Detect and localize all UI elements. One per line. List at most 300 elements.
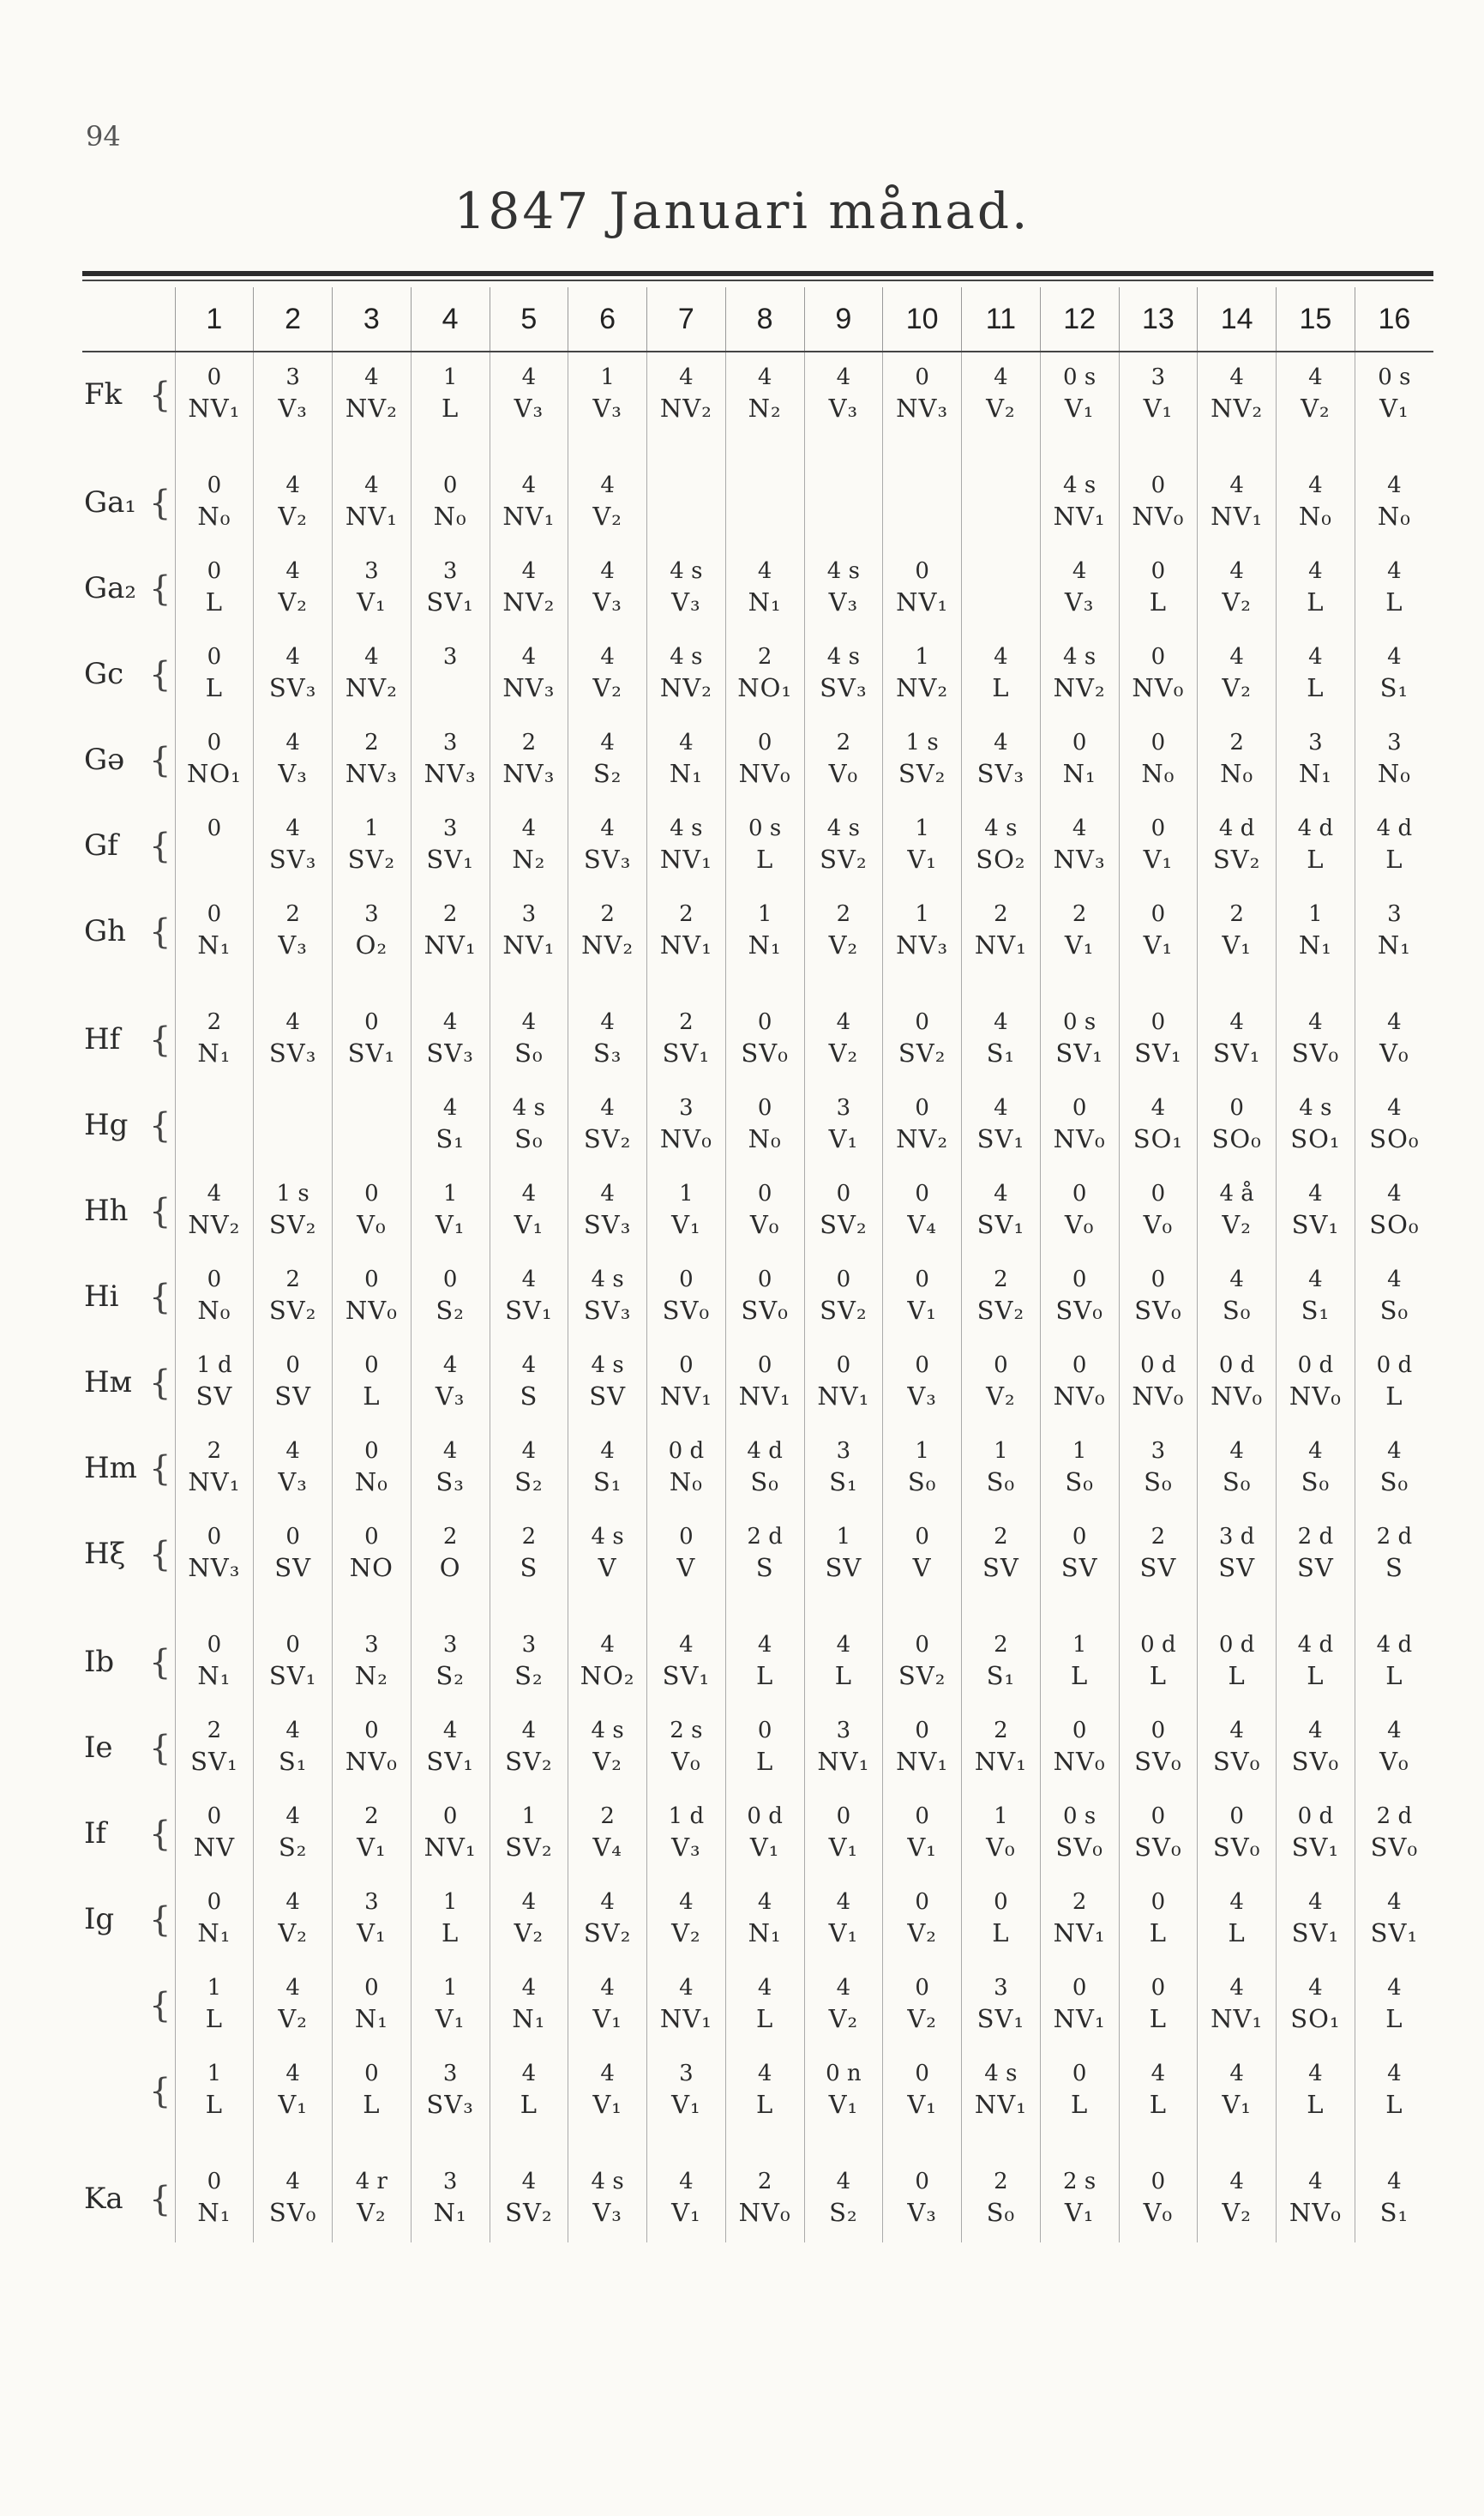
table-cell — [804, 1340, 883, 1426]
cloud-value: 4 — [1229, 364, 1244, 390]
wind-value: S₁ — [1301, 1296, 1331, 1325]
wind-value: N₁ — [1377, 930, 1411, 960]
table-cell — [647, 1083, 726, 1169]
wind-value: SV₁ — [1055, 1038, 1103, 1068]
wind-value: L — [755, 2004, 774, 2033]
table-cell — [333, 889, 412, 975]
spacer-cell — [1198, 975, 1277, 997]
cloud-value: 1 — [442, 1181, 458, 1207]
day-header: 2 — [254, 287, 333, 352]
table-cell — [175, 997, 254, 1083]
cloud-value: 0 — [285, 1632, 300, 1658]
table-cell — [1198, 1877, 1277, 1963]
wind-value: SV₃ — [583, 1296, 632, 1325]
cloud-value: 4 — [521, 1438, 537, 1464]
wind-value: NV₂ — [345, 394, 398, 423]
wind-value: S₂ — [278, 1833, 308, 1862]
cloud-value: 4 — [521, 558, 537, 584]
cloud-value: 1 — [600, 364, 615, 390]
cloud-value: 4 d — [747, 1438, 783, 1464]
station-label — [82, 1340, 175, 1426]
table-cell — [804, 889, 883, 975]
cloud-value — [333, 1097, 411, 1126]
wind-value: SV₂ — [898, 759, 946, 788]
wind-value: V₀ — [1143, 1210, 1174, 1239]
wind-value: SV₀ — [1291, 1747, 1340, 1776]
station-name: Hg — [84, 1108, 129, 1143]
cloud-value: 4 — [994, 364, 1008, 390]
table-row — [82, 632, 1433, 718]
wind-value: S — [520, 1381, 538, 1411]
cloud-value: 4 — [600, 1181, 615, 1207]
wind-value: SV₃ — [583, 1210, 632, 1239]
station-label — [82, 1791, 175, 1877]
wind-value — [883, 503, 961, 533]
wind-value: V₂ — [1222, 587, 1252, 617]
spacer-cell — [568, 2134, 647, 2157]
wind-value: NV₁ — [974, 2090, 1027, 2119]
table-cell — [1277, 1877, 1355, 1963]
cloud-value: 4 — [521, 1267, 537, 1292]
table-cell — [490, 1791, 568, 1877]
wind-value: V₂ — [592, 673, 622, 702]
cloud-value: 4 — [1387, 558, 1402, 584]
cloud-value: 4 — [1387, 1009, 1402, 1035]
table-cell — [804, 546, 883, 632]
cloud-value: 3 — [679, 2061, 694, 2086]
spacer-cell — [411, 438, 490, 460]
table-cell — [1355, 632, 1433, 718]
cloud-value: 0 — [207, 644, 222, 670]
table-cell — [883, 1083, 962, 1169]
table-cell — [1119, 352, 1198, 438]
wind-value: NV₁ — [1053, 2004, 1106, 2033]
cloud-value: 0 — [1072, 1095, 1087, 1121]
day-header: 6 — [568, 287, 647, 352]
wind-value: S₀ — [986, 1467, 1016, 1496]
cloud-value: 0 — [207, 730, 222, 755]
spacer-cell — [254, 1598, 333, 1620]
cloud-value: 4 — [1387, 1889, 1402, 1915]
cloud-value: 4 — [600, 644, 615, 670]
table-cell — [1040, 352, 1119, 438]
table-cell — [490, 2157, 568, 2242]
wind-value: V₁ — [828, 2090, 859, 2119]
cloud-value: 4 — [1308, 1438, 1323, 1464]
cloud-value: 4 s — [670, 558, 703, 584]
wind-value: N₀ — [197, 502, 231, 531]
cloud-value: 4 d — [1376, 816, 1413, 841]
table-cell — [1040, 460, 1119, 546]
table-cell — [1198, 1791, 1277, 1877]
wind-value: N₁ — [669, 759, 703, 788]
table-cell — [1198, 460, 1277, 546]
cloud-value: 4 — [1387, 1438, 1402, 1464]
wind-value: NV₂ — [1211, 394, 1264, 423]
wind-value: NO₁ — [186, 759, 242, 788]
wind-value: V — [676, 1553, 696, 1582]
table-cell — [411, 1877, 490, 1963]
table-cell — [647, 632, 726, 718]
spacer-cell — [1198, 438, 1277, 460]
table-cell — [804, 632, 883, 718]
table-cell — [962, 1169, 1041, 1255]
wind-value: L — [205, 587, 223, 617]
cloud-value: 0 — [757, 1352, 772, 1378]
cloud-value: 4 — [600, 1889, 615, 1915]
cloud-value: 0 — [915, 1718, 929, 1743]
table-cell — [411, 352, 490, 438]
spacer-cell — [1119, 975, 1198, 997]
table-cell — [175, 1877, 254, 1963]
wind-value: L — [1385, 1661, 1403, 1690]
wind-value: SV₁ — [1212, 1038, 1261, 1068]
table-cell — [1198, 1706, 1277, 1791]
wind-value — [962, 503, 1040, 533]
table-cell — [1355, 546, 1433, 632]
cloud-value: 4 — [836, 2169, 851, 2194]
wind-value: N₁ — [748, 930, 782, 960]
table-cell — [1040, 804, 1119, 889]
cloud-value — [883, 474, 961, 503]
cloud-value: 0 d — [668, 1438, 705, 1464]
cloud-value: 4 å — [1219, 1181, 1254, 1207]
spacer-cell — [647, 1598, 726, 1620]
table-cell — [1198, 718, 1277, 804]
station-name: Hh — [84, 1194, 129, 1229]
spacer-cell — [1040, 1598, 1119, 1620]
wind-value: NV₁ — [817, 1747, 870, 1776]
wind-value: V₂ — [278, 1918, 308, 1947]
table-cell — [1355, 2049, 1433, 2134]
station-label — [82, 1706, 175, 1791]
weather-observation-table — [82, 287, 1433, 2242]
cloud-value: 2 — [994, 1632, 1008, 1658]
table-cell — [647, 718, 726, 804]
wind-value: SV — [274, 1553, 312, 1582]
cloud-value: 1 — [836, 1524, 851, 1550]
table-cell — [1040, 1877, 1119, 1963]
spacer-cell — [883, 975, 962, 997]
table-cell — [490, 460, 568, 546]
station-label — [82, 1512, 175, 1598]
table-row — [82, 1340, 1433, 1426]
cloud-value: 0 — [757, 1718, 772, 1743]
wind-value: SV₂ — [505, 1747, 553, 1776]
cloud-value: 4 s — [984, 816, 1018, 841]
table-row — [82, 1426, 1433, 1512]
wind-value: V₂ — [671, 1918, 701, 1947]
cloud-value: 0 — [915, 364, 929, 390]
cloud-value: 4 d — [1297, 1632, 1334, 1658]
table-cell — [1119, 1512, 1198, 1598]
wind-value: V₁ — [671, 2198, 701, 2227]
brace-icon: { — [149, 2180, 171, 2219]
table-cell — [568, 1083, 647, 1169]
cloud-value: 1 — [442, 364, 458, 390]
cloud-value: 4 s — [1299, 1095, 1332, 1121]
wind-value: SV₂ — [505, 1833, 553, 1862]
cloud-value: 4 s — [1063, 473, 1096, 498]
cloud-value: 0 — [679, 1352, 694, 1378]
wind-value: N₀ — [1220, 759, 1254, 788]
station-name: Gə — [84, 743, 125, 778]
spacer-cell — [1355, 1598, 1433, 1620]
wind-value: SV₁ — [426, 1747, 474, 1776]
table-row — [82, 997, 1433, 1083]
cloud-value: 3 — [1308, 730, 1323, 755]
cloud-value: 4 — [1308, 473, 1323, 498]
wind-value: V₁ — [357, 587, 387, 617]
table-cell — [411, 1620, 490, 1706]
wind-value: NV₂ — [1053, 673, 1106, 702]
table-body — [82, 352, 1433, 2242]
wind-value: NV₃ — [896, 394, 949, 423]
cloud-value: 0 — [1229, 1095, 1244, 1121]
wind-value: N₀ — [1298, 502, 1332, 531]
cloud-value: 4 s — [670, 816, 703, 841]
cloud-value: 0 d — [1297, 1352, 1334, 1378]
wind-value: NV₀ — [1053, 1381, 1106, 1411]
table-cell — [1277, 1426, 1355, 1512]
wind-value: L — [1385, 2090, 1403, 2119]
wind-value: S₂ — [514, 1467, 544, 1496]
cloud-value: 0 — [915, 1975, 929, 2001]
cloud-value: 4 — [1229, 1975, 1244, 2001]
table-cell — [1040, 546, 1119, 632]
wind-value: S₁ — [829, 1467, 858, 1496]
wind-value: NV₃ — [424, 759, 477, 788]
wind-value: SV₃ — [426, 1038, 474, 1068]
station-label — [82, 1083, 175, 1169]
cloud-value: 0 — [679, 1524, 694, 1550]
table-cell — [411, 460, 490, 546]
spacer-cell — [1040, 975, 1119, 997]
station-label — [82, 1877, 175, 1963]
wind-value: L — [1307, 587, 1325, 617]
wind-value: S₀ — [1379, 1296, 1409, 1325]
wind-value: L — [1385, 1381, 1403, 1411]
brace-icon: { — [149, 484, 171, 523]
cloud-value: 0 — [994, 1889, 1008, 1915]
cloud-value: 0 — [1072, 1352, 1087, 1378]
cloud-value: 0 — [364, 1718, 379, 1743]
table-cell — [725, 1340, 804, 1426]
table-cell — [883, 546, 962, 632]
cloud-value: 3 — [521, 1632, 537, 1658]
cloud-value: 4 — [757, 364, 772, 390]
cloud-value: 1 — [207, 2061, 222, 2086]
wind-value: V₀ — [828, 759, 859, 788]
wind-value: V₁ — [592, 2004, 622, 2033]
table-row — [82, 1791, 1433, 1877]
table-cell — [568, 1877, 647, 1963]
wind-value: V₂ — [907, 2004, 937, 2033]
spacer-cell — [490, 2134, 568, 2157]
table-cell — [1277, 2157, 1355, 2242]
wind-value: L — [1307, 1661, 1325, 1690]
table-cell — [1040, 1791, 1119, 1877]
table-cell — [254, 546, 333, 632]
cloud-value: 0 — [1072, 1524, 1087, 1550]
wind-value: V₀ — [749, 1210, 780, 1239]
wind-value: V₀ — [1143, 2198, 1174, 2227]
cloud-value: 1 — [915, 1438, 929, 1464]
cloud-value: 4 — [1229, 644, 1244, 670]
wind-value — [805, 503, 883, 533]
cloud-value: 0 — [836, 1803, 851, 1829]
wind-value: NV₀ — [1211, 1381, 1264, 1411]
wind-value: V₂ — [907, 1918, 937, 1947]
spacer-row — [82, 438, 1433, 460]
table-cell — [333, 352, 412, 438]
cloud-value: 3 — [836, 1095, 851, 1121]
cloud-value: 4 — [994, 730, 1008, 755]
cloud-value: 4 — [836, 1889, 851, 1915]
table-cell — [175, 546, 254, 632]
wind-value: S₀ — [750, 1467, 779, 1496]
spacer-cell — [962, 438, 1041, 460]
table-cell — [333, 1620, 412, 1706]
cloud-value: 0 s — [1063, 364, 1096, 390]
wind-value: V₂ — [828, 930, 859, 960]
table-cell — [411, 804, 490, 889]
cloud-value: 0 — [915, 558, 929, 584]
wind-value: NV₀ — [1132, 1381, 1185, 1411]
cloud-value: 0 — [364, 1181, 379, 1207]
table-cell — [411, 1083, 490, 1169]
table-cell — [725, 1963, 804, 2049]
table-cell — [254, 1083, 333, 1169]
wind-value: L — [755, 845, 774, 874]
day-header: 1 — [175, 287, 254, 352]
wind-value: SV₁ — [268, 1661, 317, 1690]
table-cell — [1040, 2157, 1119, 2242]
wind-value: S₂ — [829, 2198, 858, 2227]
wind-value: S₁ — [1379, 2198, 1409, 2227]
wind-value: L — [205, 2090, 223, 2119]
table-cell — [1355, 889, 1433, 975]
wind-value: S₁ — [278, 1747, 308, 1776]
cloud-value: 1 — [679, 1181, 694, 1207]
cloud-value: 3 d — [1218, 1524, 1255, 1550]
table-cell — [1355, 2157, 1433, 2242]
cloud-value: 3 — [1151, 364, 1166, 390]
cloud-value: 0 — [1151, 1009, 1166, 1035]
cloud-value: 0 — [207, 816, 222, 841]
brace-icon: { — [149, 1363, 171, 1403]
station-name: Fk — [84, 377, 123, 412]
station-label — [82, 889, 175, 975]
table-cell — [962, 1426, 1041, 1512]
table-row — [82, 1877, 1433, 1963]
table-cell — [490, 2049, 568, 2134]
wind-value: S₁ — [592, 1467, 622, 1496]
cloud-value: 4 — [521, 816, 537, 841]
wind-value: NO — [349, 1553, 394, 1582]
table-cell — [1198, 1169, 1277, 1255]
wind-value: SO₀ — [1211, 1124, 1262, 1153]
wind-value: SO₁ — [1290, 1124, 1341, 1153]
day-header: 7 — [647, 287, 726, 352]
cloud-value: 4 — [364, 473, 379, 498]
cloud-value: 3 — [285, 364, 300, 390]
cloud-value: 0 — [442, 1803, 458, 1829]
wind-value: NV₂ — [502, 587, 556, 617]
cloud-value: 3 — [521, 901, 537, 927]
table-cell — [568, 997, 647, 1083]
table-cell — [1277, 1169, 1355, 1255]
wind-value: V₁ — [671, 2090, 701, 2119]
wind-value: SO₀ — [1369, 1210, 1420, 1239]
wind-value: L — [1385, 2004, 1403, 2033]
cloud-value: 1 — [364, 816, 379, 841]
wind-value: NV₁ — [659, 930, 712, 960]
cloud-value: 4 — [442, 1009, 458, 1035]
brace-icon: { — [149, 1986, 171, 2025]
cloud-value: 4 — [442, 1095, 458, 1121]
table-cell — [883, 2049, 962, 2134]
wind-value: V₀ — [1064, 1210, 1095, 1239]
wind-value: N₁ — [433, 2198, 467, 2227]
wind-value: V₁ — [357, 1833, 387, 1862]
cloud-value: 4 — [600, 1632, 615, 1658]
table-cell — [883, 1255, 962, 1340]
station-label — [82, 2049, 175, 2134]
cloud-value: 0 — [757, 1009, 772, 1035]
spacer-cell — [175, 438, 254, 460]
cloud-value: 0 — [915, 1632, 929, 1658]
wind-value: V₂ — [1222, 1210, 1252, 1239]
table-cell — [568, 1706, 647, 1791]
table-cell — [1355, 1340, 1433, 1426]
wind-value: V₃ — [592, 2198, 622, 2227]
table-cell — [647, 1791, 726, 1877]
cloud-value: 4 s — [591, 1267, 624, 1292]
table-cell — [1119, 2157, 1198, 2242]
table-cell — [333, 1877, 412, 1963]
table-cell — [804, 460, 883, 546]
station-label — [82, 997, 175, 1083]
cloud-value: 4 — [521, 364, 537, 390]
wind-value: SV₂ — [820, 845, 868, 874]
station-label — [82, 632, 175, 718]
wind-value: V₂ — [1222, 2198, 1252, 2227]
cloud-value: 0 — [1151, 558, 1166, 584]
spacer-cell — [175, 1598, 254, 1620]
wind-value: NV₂ — [581, 930, 634, 960]
cloud-value: 0 — [915, 1181, 929, 1207]
spacer-cell — [254, 2134, 333, 2157]
wind-value: S₂ — [592, 759, 622, 788]
table-cell — [175, 2049, 254, 2134]
table-cell — [333, 997, 412, 1083]
spacer-cell — [1198, 1598, 1277, 1620]
cloud-value: 4 s — [826, 816, 860, 841]
table-cell — [175, 1255, 254, 1340]
wind-value — [726, 503, 804, 533]
table-cell — [490, 804, 568, 889]
table-cell — [568, 1620, 647, 1706]
wind-value: L — [1149, 2004, 1167, 2033]
table-cell — [175, 1083, 254, 1169]
cloud-value: 0 — [207, 1267, 222, 1292]
wind-value: V — [912, 1553, 932, 1582]
table-cell — [1355, 804, 1433, 889]
cloud-value: 1 — [915, 816, 929, 841]
cloud-value: 2 — [442, 1524, 458, 1550]
wind-value: V₁ — [828, 1833, 859, 1862]
